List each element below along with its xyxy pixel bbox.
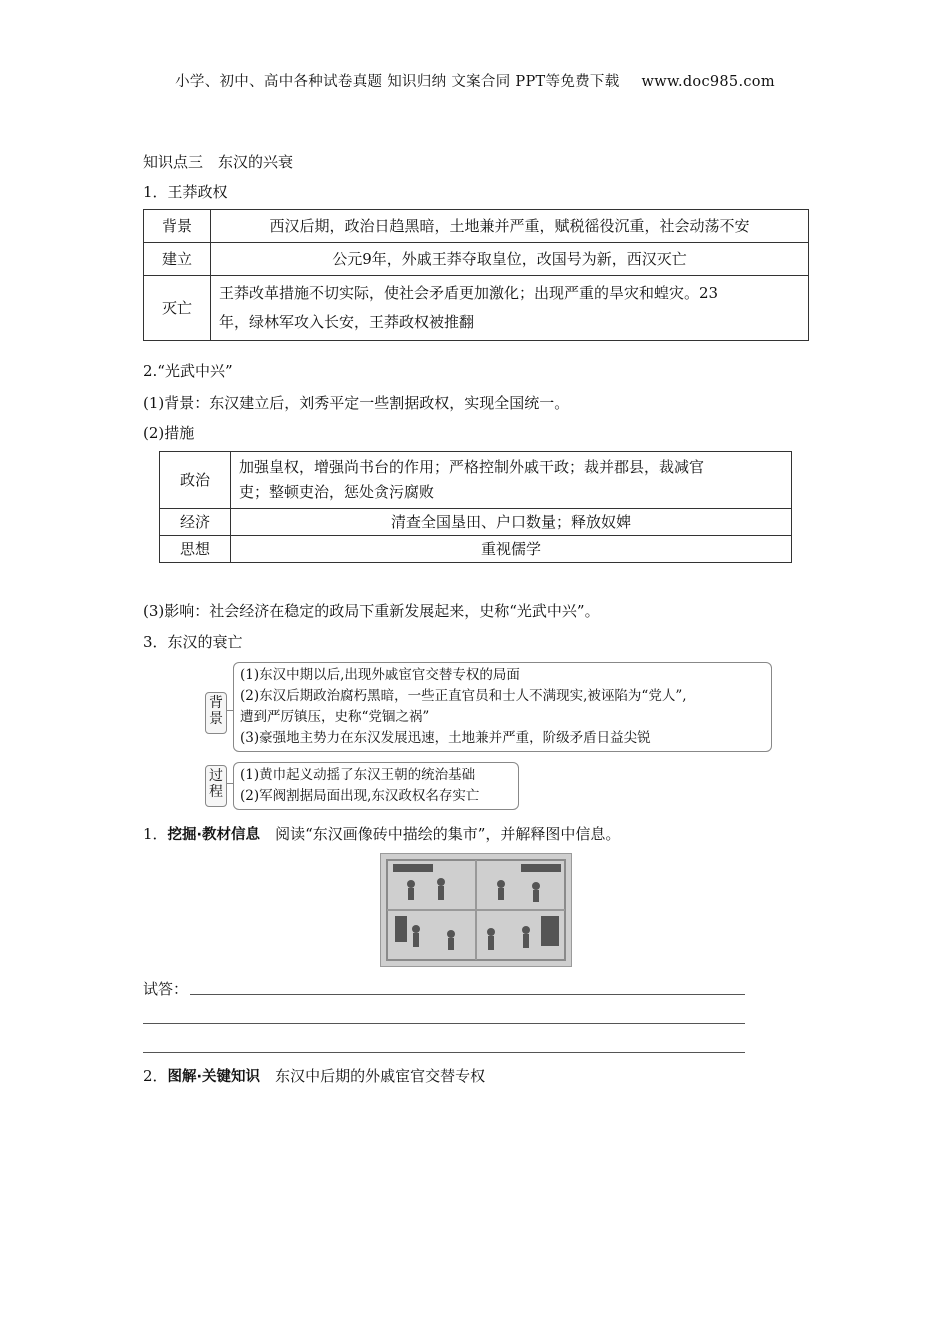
table-row	[160, 452, 792, 509]
row-key: 政治	[160, 452, 231, 509]
page-header	[0, 70, 950, 91]
table-row	[160, 536, 792, 563]
question-tag: 挖掘·教材信息	[167, 827, 261, 843]
question-2	[143, 1066, 485, 1087]
measures-table	[159, 451, 792, 563]
decline-diagram	[205, 662, 755, 807]
row-key: 经济	[160, 509, 231, 536]
process-box	[233, 762, 519, 810]
market-scene-illustration	[381, 854, 571, 966]
label-char: 程	[209, 784, 223, 800]
header-title: 小学、初中、高中各种试卷真题 知识归纳 文案合同 PPT等免费下载	[175, 74, 620, 90]
guangwu-impact: (3)影响：社会经济在稳定的政局下重新发展起来，史称“光武中兴”。	[143, 602, 600, 620]
table-row	[144, 210, 809, 243]
question-1	[143, 824, 620, 845]
brick-relief-image	[380, 853, 572, 967]
table-row	[144, 243, 809, 276]
row-value: 清查全国垦田、户口数量；释放奴婢	[231, 509, 792, 536]
list-item: (3)豪强地主势力在东汉发展迅速，土地兼并严重，阶级矛盾日益尖锐	[240, 730, 651, 746]
background-label	[205, 692, 227, 734]
table-row	[160, 509, 792, 536]
question-text: 东汉中后期的外戚宦官交替专权	[260, 1067, 486, 1085]
answer-line[interactable]	[190, 993, 745, 995]
wang-mang-heading: 1．王莽政权	[143, 183, 228, 201]
row-value	[211, 276, 809, 341]
decline-heading: 3．东汉的衰亡	[143, 633, 243, 651]
row-value	[231, 452, 792, 509]
header-url[interactable]: www.doc985.com	[641, 74, 775, 90]
row-value: 重视儒学	[231, 536, 792, 563]
row-key: 建立	[144, 243, 211, 276]
question-tag: 图解·关键知识	[167, 1069, 261, 1085]
row-value: 西汉后期，政治日趋黑暗，土地兼并严重，赋税徭役沉重，社会动荡不安	[211, 210, 809, 243]
row-value-line: 加强皇权，增强尚书台的作用；严格控制外戚干政；裁并郡县，裁减官	[239, 458, 705, 476]
answer-line[interactable]	[143, 1051, 745, 1053]
row-key: 灭亡	[144, 276, 211, 341]
label-char: 背	[209, 695, 223, 711]
guangwu-background: (1)背景：东汉建立后，刘秀平定一些割据政权，实现全国统一。	[143, 394, 570, 412]
list-item: 遭到严厉镇压，史称“党锢之祸”	[240, 709, 430, 725]
row-key: 背景	[144, 210, 211, 243]
question-number: 2．	[143, 1067, 168, 1085]
row-value: 公元9年，外戚王莽夺取皇位，改国号为新，西汉灭亡	[211, 243, 809, 276]
row-value-line: 吏；整顿吏治，惩处贪污腐败	[239, 483, 435, 501]
label-char: 过	[209, 768, 223, 784]
row-key: 思想	[160, 536, 231, 563]
guangwu-heading: 2.“光武中兴”	[143, 362, 233, 380]
list-item: (1)东汉中期以后,出现外戚宦官交替专权的局面	[240, 667, 520, 683]
background-box	[233, 662, 772, 752]
wang-mang-table	[143, 209, 809, 341]
answer-label: 试答：	[143, 980, 189, 998]
answer-line[interactable]	[143, 1022, 745, 1024]
section-title: 知识点三 东汉的兴衰	[143, 153, 294, 171]
list-item: (2)东汉后期政治腐朽黑暗，一些正直官员和士人不满现实,被诬陷为“党人”,	[240, 688, 687, 704]
row-value-line: 年，绿林军攻入长安，王莽政权被推翻	[219, 313, 475, 331]
list-item: (2)军阀割据局面出现,东汉政权名存实亡	[240, 788, 480, 804]
list-item: (1)黄巾起义动摇了东汉王朝的统治基础	[240, 767, 476, 783]
process-label	[205, 765, 227, 807]
label-char: 景	[209, 711, 223, 727]
table-row	[144, 276, 809, 341]
question-number: 1．	[143, 825, 168, 843]
measures-heading: (2)措施	[143, 424, 195, 442]
row-value-line: 王莽改革措施不切实际，使社会矛盾更加激化；出现严重的旱灾和蝗灾。23	[219, 284, 719, 302]
question-text: 阅读“东汉画像砖中描绘的集市”，并解释图中信息。	[260, 825, 621, 843]
